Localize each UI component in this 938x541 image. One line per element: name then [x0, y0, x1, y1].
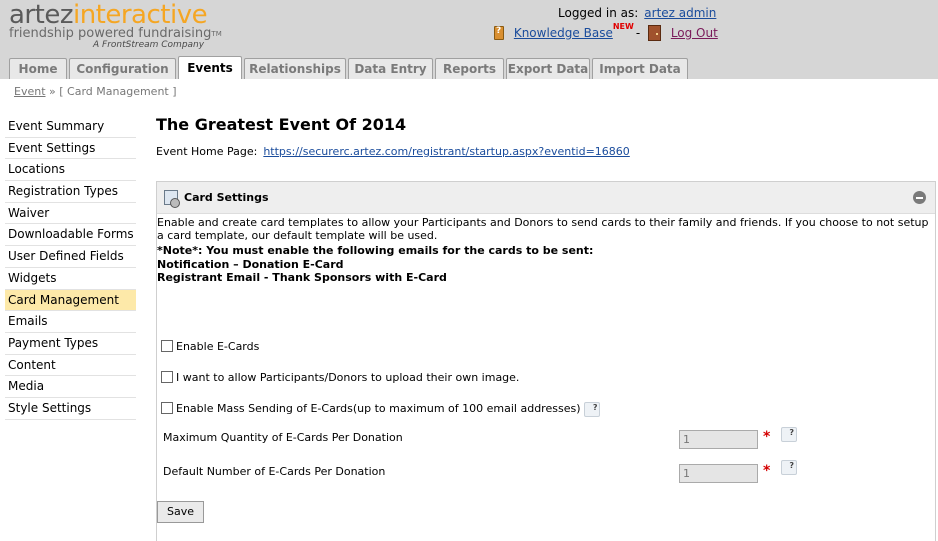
required-email-1: Notification – Donation E-Card: [157, 258, 344, 271]
breadcrumb-current: [ Card Management ]: [59, 85, 177, 98]
allow-upload-checkbox[interactable]: [161, 371, 173, 383]
page-title: The Greatest Event Of 2014: [156, 115, 407, 134]
sidebar-item-user-defined-fields[interactable]: User Defined Fields: [5, 246, 136, 268]
card-settings-icon: [164, 190, 178, 205]
header-link-separator: -: [635, 26, 641, 40]
tab-home[interactable]: Home: [9, 58, 67, 79]
enable-ecards-row: [161, 340, 259, 353]
login-status: [558, 6, 716, 20]
required-email-2: Registrant Email - Thank Sponsors with E-Card: [157, 271, 447, 284]
tab-relationships[interactable]: Relationships: [244, 58, 346, 79]
logo-tagline-text: friendship powered fundraising: [9, 26, 212, 41]
sidebar-item-downloadable-forms[interactable]: Downloadable Forms: [5, 224, 136, 246]
max-quantity-required-icon: *: [763, 429, 771, 445]
allow-upload-row: [161, 371, 519, 384]
event-home-page-label: Event Home Page:: [156, 145, 258, 158]
sidebar-item-media[interactable]: Media: [5, 376, 136, 398]
sidebar-item-event-settings[interactable]: Event Settings: [5, 138, 136, 160]
panel-title: Card Settings: [184, 191, 269, 204]
tab-reports[interactable]: Reports: [435, 58, 504, 79]
breadcrumb-event-link[interactable]: Event: [14, 85, 46, 98]
enable-ecards-label: Enable E-Cards: [176, 340, 260, 353]
enable-ecards-checkbox[interactable]: [161, 340, 173, 352]
logo-subtitle: A FrontStream Company: [93, 40, 205, 50]
knowledge-base-link[interactable]: Knowledge Base: [513, 26, 613, 40]
sidebar-item-waiver[interactable]: Waiver: [5, 203, 136, 225]
mass-sending-label: Enable Mass Sending of E-Cards(up to maximum of 100 email addresses): [176, 402, 581, 415]
logo-wordmark: [9, 2, 222, 28]
logo-part-1: artez: [9, 0, 73, 30]
default-number-label: Default Number of E-Cards Per Donation: [163, 465, 386, 478]
default-number-required-icon: *: [763, 463, 771, 479]
artez-logo[interactable]: [9, 2, 222, 41]
save-button[interactable]: Save: [157, 501, 204, 523]
event-home-page-row: [156, 145, 630, 158]
tab-import-data[interactable]: Import Data: [592, 58, 688, 79]
max-quantity-input[interactable]: [679, 430, 758, 449]
tab-events[interactable]: Events: [178, 56, 242, 79]
sidebar-item-payment-types[interactable]: Payment Types: [5, 333, 136, 355]
sidebar-item-emails[interactable]: Emails: [5, 311, 136, 333]
sidebar-item-locations[interactable]: Locations: [5, 159, 136, 181]
default-number-input[interactable]: [679, 464, 758, 483]
sidebar-item-style-settings[interactable]: Style Settings: [5, 398, 136, 420]
default-number-help-icon[interactable]: ?: [781, 460, 797, 475]
logout-link[interactable]: Log Out: [670, 26, 718, 40]
panel-header: [157, 182, 935, 214]
logout-door-icon[interactable]: [648, 25, 661, 41]
user-name-link[interactable]: artez admin: [644, 6, 717, 20]
mass-sending-checkbox[interactable]: [161, 402, 173, 414]
breadcrumb-separator: »: [49, 85, 56, 98]
logo-tagline: [9, 27, 222, 41]
logo-part-2: interactive: [72, 0, 208, 30]
tab-configuration[interactable]: Configuration: [69, 58, 176, 79]
panel-note: *Note*: You must enable the following emails for the cards to be sent:: [157, 244, 594, 257]
sidebar-item-registration-types[interactable]: Registration Types: [5, 181, 136, 203]
max-quantity-help-icon[interactable]: ?: [781, 427, 797, 442]
breadcrumb: [14, 85, 177, 98]
sidebar-item-content[interactable]: Content: [5, 355, 136, 377]
max-quantity-label: Maximum Quantity of E-Cards Per Donation: [163, 431, 403, 444]
sidebar-item-widgets[interactable]: Widgets: [5, 268, 136, 290]
sidebar-item-event-summary[interactable]: Event Summary: [5, 116, 136, 138]
card-settings-panel: [156, 181, 936, 541]
header-links: [494, 22, 718, 43]
mass-sending-row: [161, 402, 600, 417]
knowledge-base-icon[interactable]: [494, 26, 504, 40]
tab-data-entry[interactable]: Data Entry: [348, 58, 433, 79]
collapse-icon[interactable]: [913, 191, 926, 204]
logo-trademark: TM: [211, 30, 222, 38]
new-badge: NEW: [612, 22, 634, 31]
header-bar: [0, 0, 938, 79]
mass-sending-help-icon[interactable]: ?: [584, 402, 600, 417]
sidebar-nav: [5, 116, 136, 420]
event-home-page-link[interactable]: https://securerc.artez.com/registrant/startup.aspx?eventid=16860: [263, 145, 630, 158]
sidebar-item-card-management[interactable]: Card Management: [5, 290, 136, 312]
panel-description: Enable and create card templates to allow your Participants and Donors to send cards to their family and friends. If you choose to not setup a card template, our default template will be used.: [157, 216, 929, 242]
tab-export-data[interactable]: Export Data: [506, 58, 590, 79]
logged-in-label: Logged in as:: [558, 6, 639, 20]
allow-upload-label: I want to allow Participants/Donors to upload their own image.: [176, 371, 520, 384]
